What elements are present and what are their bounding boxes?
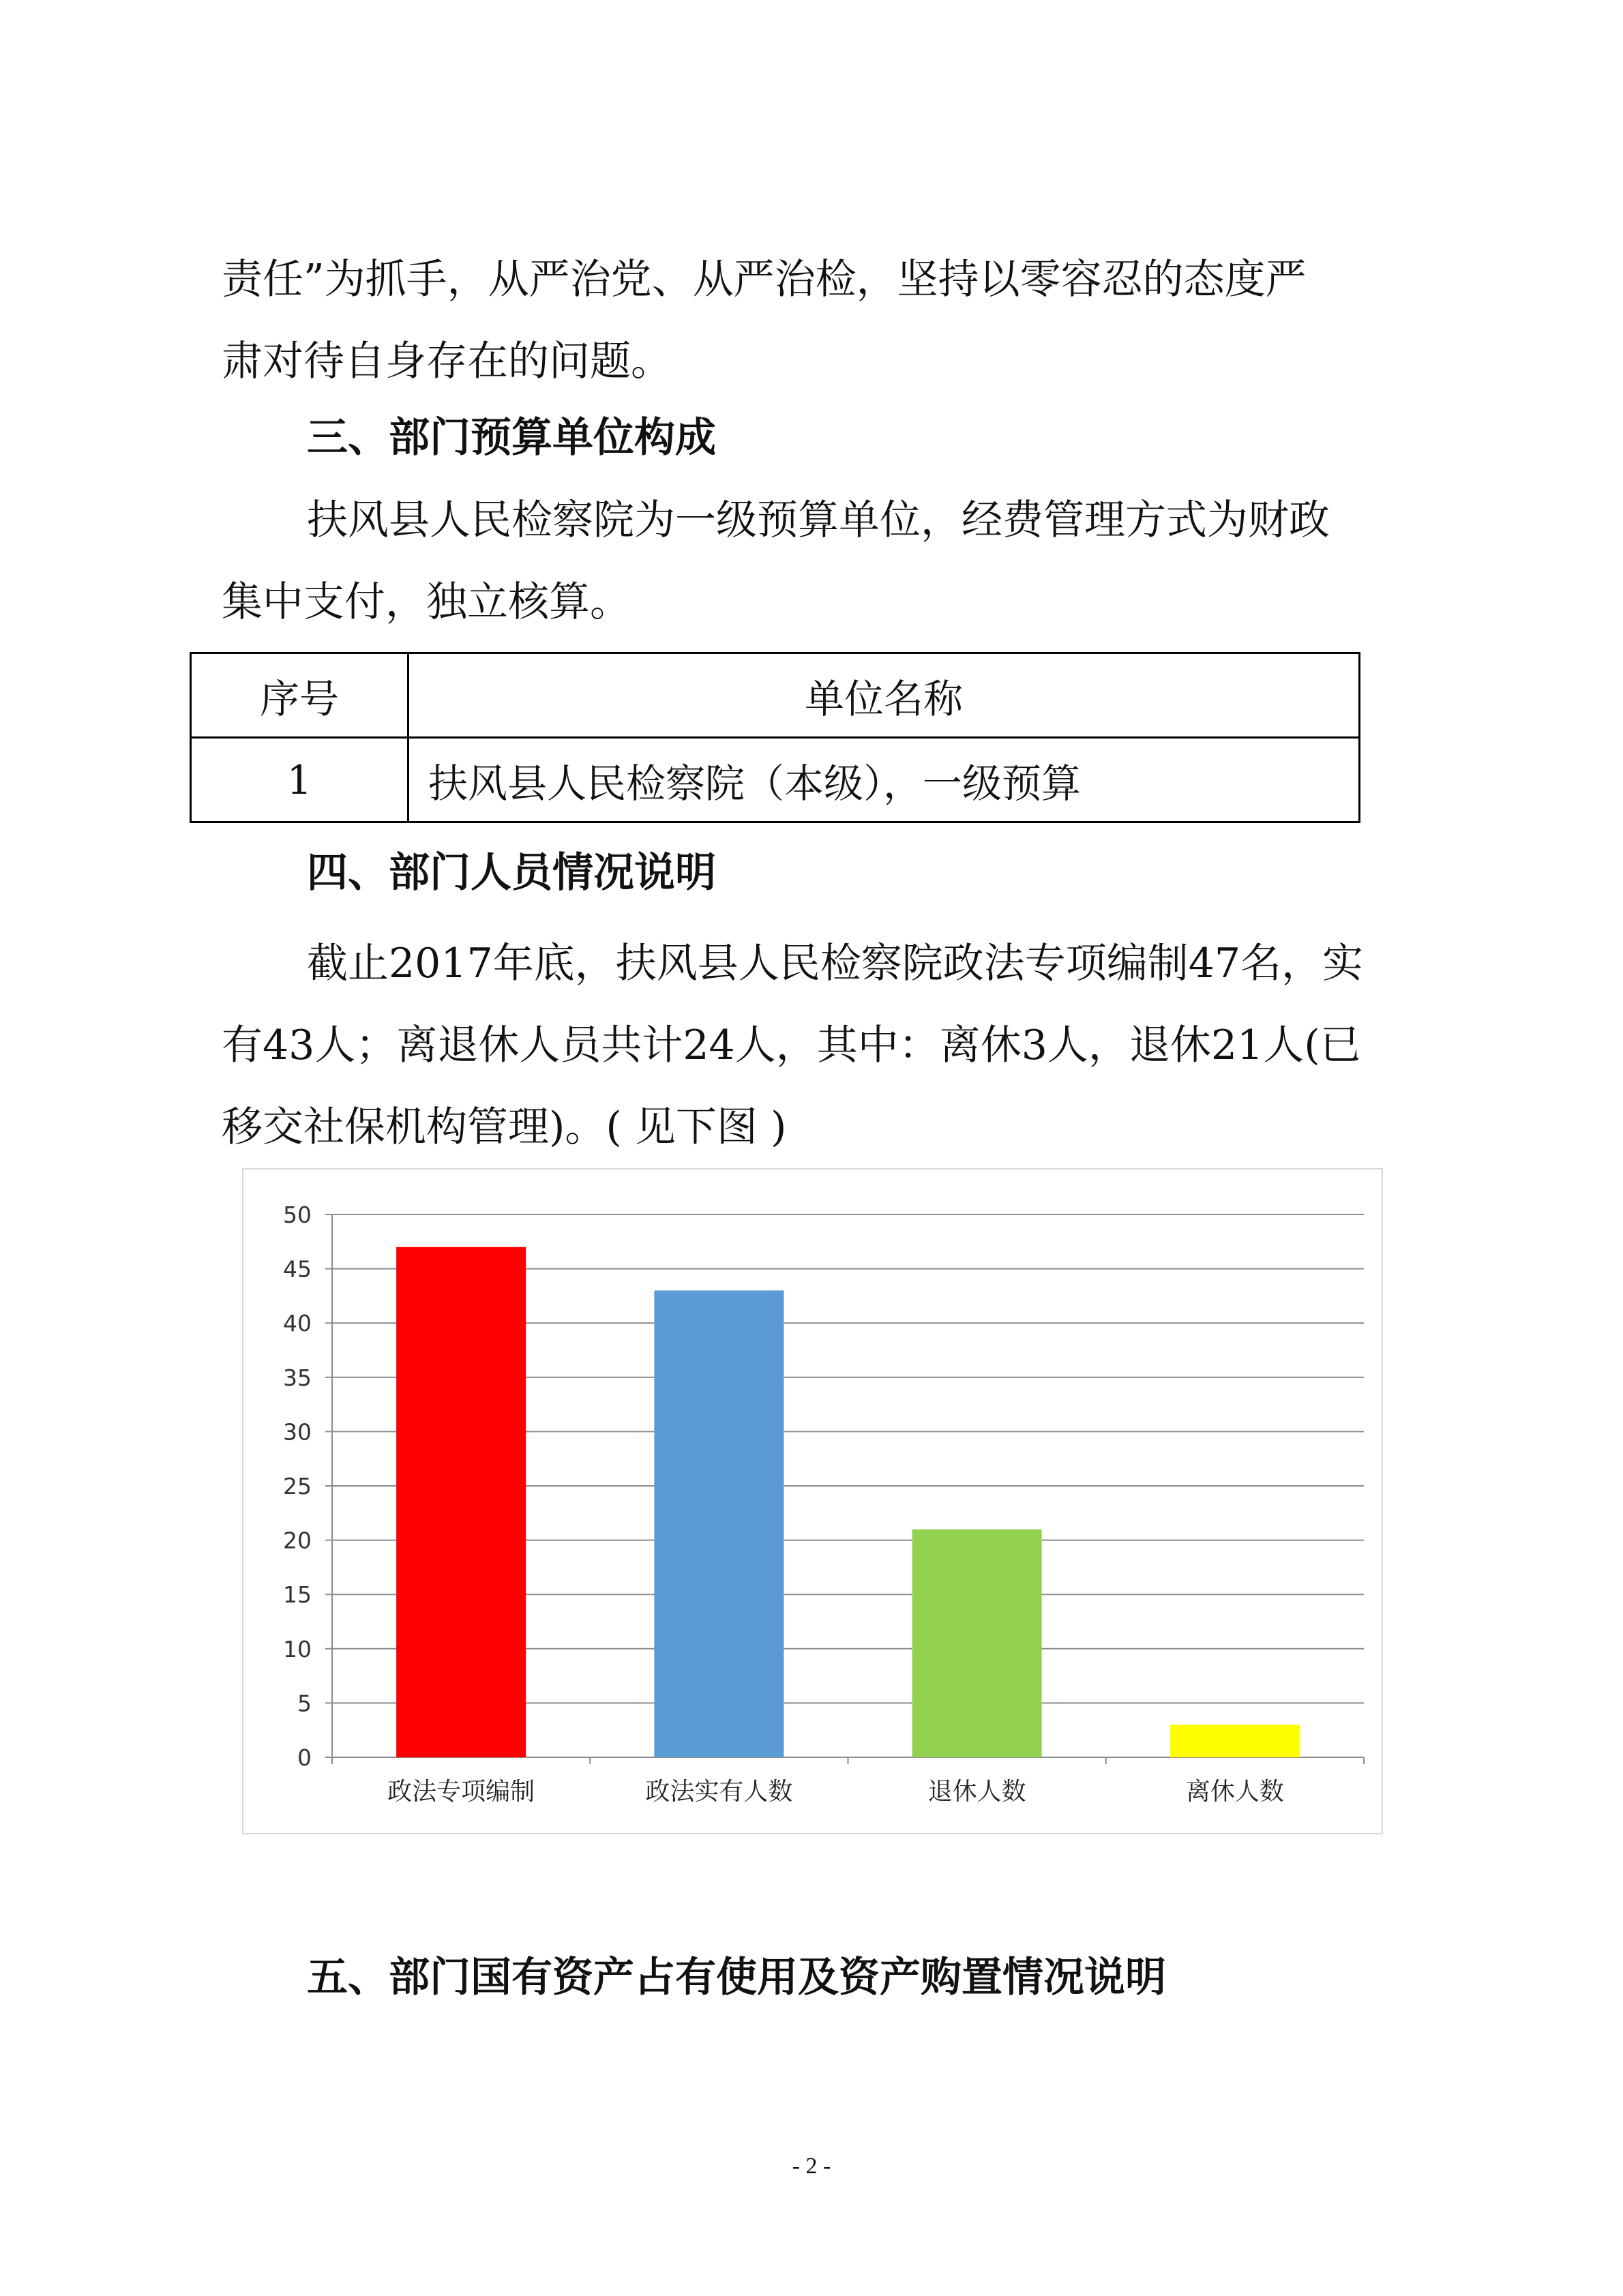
x-tick-label: 离休人数 [1185, 1778, 1284, 1806]
y-tick-label: 35 [283, 1364, 312, 1391]
y-tick-label: 30 [283, 1418, 312, 1446]
x-tick-label: 退休人数 [927, 1778, 1026, 1806]
y-tick-label: 10 [283, 1635, 312, 1663]
paragraph-line: 责任”为抓手，从严治党、从严治检，坚持以零容忍的态度严 [222, 256, 1307, 303]
x-tick-label: 政法实有人数 [645, 1778, 793, 1806]
table-row [191, 738, 1360, 822]
paragraph-line: 肃对待自身存在的问题。 [222, 338, 672, 385]
bar [912, 1530, 1042, 1757]
staff-bar-chart [242, 1168, 1383, 1834]
paragraph-line: 移交社保机构管理)。( 见下图 ) [222, 1103, 787, 1151]
paragraph-line: 集中支付，独立核算。 [222, 578, 631, 626]
y-tick-label: 50 [283, 1202, 312, 1228]
x-tick-label: 政法专项编制 [387, 1778, 535, 1806]
y-tick-label: 0 [297, 1744, 312, 1771]
bar [654, 1290, 784, 1757]
section-heading-4: 四、部门人员情况说明 [307, 849, 716, 897]
budget-unit-table [190, 652, 1360, 823]
paragraph-line: 有43人；离退休人员共计24人，其中：离休3人，退休21人(已 [222, 1022, 1361, 1069]
bar [396, 1247, 526, 1757]
y-tick-label: 5 [297, 1690, 312, 1717]
section-heading-3: 三、部门预算单位构成 [307, 414, 716, 462]
table-cell: 1 [191, 738, 408, 822]
y-tick-label: 15 [283, 1581, 312, 1609]
bar [1170, 1725, 1300, 1757]
table-header-cell: 单位名称 [408, 653, 1360, 738]
y-tick-label: 25 [283, 1473, 312, 1500]
paragraph-line: 截止2017年底，扶风县人民检察院政法专项编制47名，实 [307, 940, 1364, 987]
y-tick-label: 45 [283, 1255, 312, 1283]
table-header-cell: 序号 [191, 653, 408, 738]
page-number: - 2 - [792, 2153, 831, 2179]
paragraph-line: 扶风县人民检察院为一级预算单位，经费管理方式为财政 [307, 496, 1330, 544]
chart-canvas [243, 1169, 1382, 1833]
table-cell: 扶风县人民检察院（本级），一级预算 [408, 738, 1360, 822]
section-heading-5: 五、部门国有资产占有使用及资产购置情况说明 [307, 1954, 1166, 2001]
table-header-row [191, 653, 1360, 738]
y-tick-label: 40 [283, 1310, 312, 1337]
y-tick-label: 20 [283, 1527, 312, 1554]
